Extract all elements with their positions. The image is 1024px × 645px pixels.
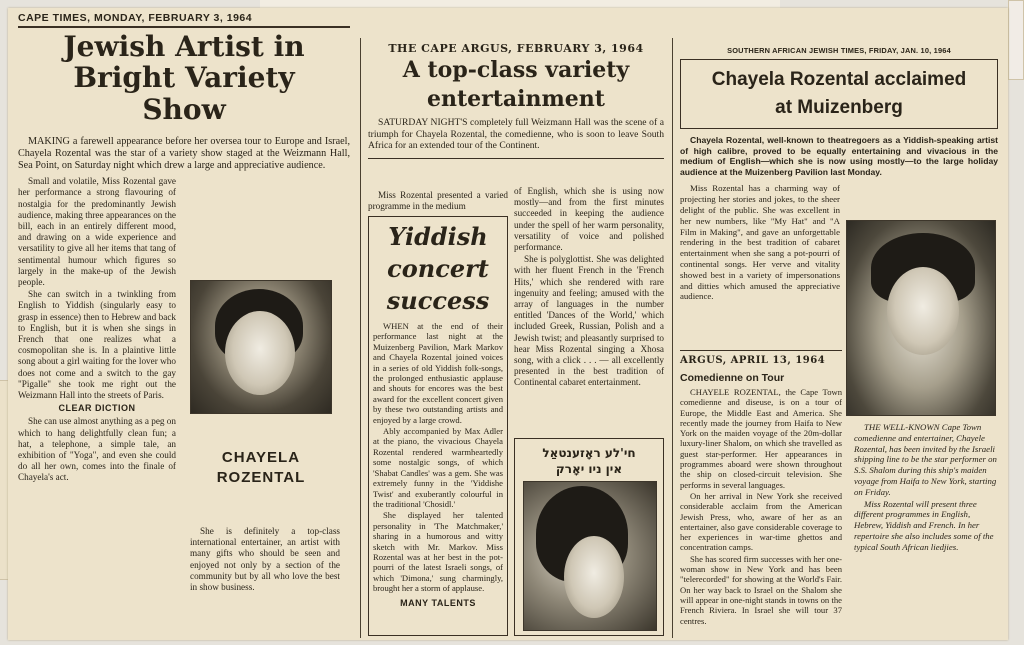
argus-top-rule xyxy=(680,350,842,351)
hebrew-photo-box xyxy=(514,438,664,636)
face xyxy=(887,267,959,355)
box-body: WHEN at the end of their performance last night at the Muizenberg Pavilion, Mark Markov and Chayela Rozental joined voices in a series of old Yiddish folk-songs, the prolonged enthusiastic applause and shouts for encores was the best award for the excellent concert given by these two outstanding artists and enjoyed by a large crowd. Ably accompanied by Max Adler at the piano, the vivacious Chayela Rozental rendered warmheartedly some nostalgic songs, of which 'Shabat Candles' was a gem. She was extremely funny in the 'Yiddishe Twist' and exuberantly colourful in the traditional 'Chosidl.' She displayed her talented personality in 'The Matchmaker,' sharing in a humorous and witty sketch with Mr. Markov. Miss Rozental was at her best in the pot-pourri of the latest Israeli songs, of which 'Dimona,' sung charmingly, brought her a storm of applause. MANY TALENTS xyxy=(373,321,503,608)
hebrew-caption: חי'לע ראָזענטאַל אין ניו יאָרק xyxy=(542,446,636,476)
closing-paragraph: She is definitely a top-class international entertainer, an artist with many gifts who should be seen and enjoyed not only by a section of the community but by all who love the best in show business. xyxy=(190,526,340,593)
headline-box xyxy=(680,59,998,129)
headline: Chayela Rozental acclaimed at Muizenberg xyxy=(711,69,967,118)
lead-paragraph: SATURDAY NIGHT'S completely full Weizmann Hall was the scene of a triumph for Chayela Rozental, the comedienne, who is soon to leave South Africa for an extended tour of the Continent. xyxy=(368,117,664,152)
yiddish-concert-box xyxy=(368,216,508,636)
cape-argus-article xyxy=(364,8,668,640)
box-headline: Yiddish concert success xyxy=(386,222,490,315)
right-narrow-column: of English, which she is using now mostly—and from the first minutes succeeded in keeping the audience under the spell of her warm personality, versatility of voice and polished performance. She is polyglottist. She was delighted with her fluent French in the 'French Hits,' which she rendered with rare ingenuity and feeling; amused with the array of languages in the number entitled 'Dances of the World,' which included Greek, Russian, Polish and a Jewish twist; and pleasantly surprised to hear Miss Rozental singing a Xhosa song, with a click . . . — all excellently presented in the best tradition of Continental cabaret entertainment. xyxy=(514,186,664,388)
masthead: CAPE TIMES, MONDAY, FEBRUARY 3, 1964 xyxy=(18,12,253,24)
column-rule-2 xyxy=(672,38,673,638)
portrait-photo xyxy=(523,481,657,631)
masthead-rule xyxy=(18,26,350,28)
portrait-photo xyxy=(190,280,332,414)
photo-caption: THE WELL-KNOWN Cape Town comedienne and entertainer, Chayele Rozental, has been invited by the Israeli shipping line to be the star performer on S.S. Shalom during this ship's maiden voyage from Haifa to New York, starting on Friday. Miss Rozental will present three different programmes in English, Hebrew, Yiddish and French. In her repertoire she also includes some of the typical South African liedjies. xyxy=(854,422,997,552)
face xyxy=(564,536,624,618)
argus-article xyxy=(680,348,842,627)
column-rule-1 xyxy=(360,38,361,638)
background-scrap-right xyxy=(1008,0,1024,80)
sa-jewish-times-article xyxy=(676,8,1002,640)
subhead-clear-diction: CLEAR DICTION xyxy=(58,403,136,414)
clipping-sheet xyxy=(8,8,1008,640)
argus-headline: Comedienne on Tour xyxy=(680,372,785,384)
body-left-narrow: Small and volatile, Miss Rozental gave her performance a strong flavouring of nostalgia for the predominantly Jewish audience, making three appearances on the bill, each in an entirely different mood, and drawing on a wide experience and versatility to give all her items that tang of sentimental humour which figures so largely in the make-up of the Jewish people. She can switch in a twinkling from English to Yiddish (singularly easy to grasp in essence) then to Hebrew and back to English, but it is when she sings in French that one realizes what a cosmopolitan she is. In a plaintive little song about a girl waiting for the lover who does not come and a switch to the gay "Pigalle" she took me right out the Weizmann Hall into the streets of Paris. CLEAR DICTION She can use almost anything as a peg on which to hang delightfully clean fun; a hat, a telephone, a simple tale, an exhibition of "Yoga", and even she could do all her own, comes into the finale of Chayela's act. xyxy=(18,176,176,483)
headline: A top-class variety entertainment xyxy=(402,57,630,113)
masthead: THE CAPE ARGUS, FEBRUARY 3, 1964 xyxy=(388,42,644,55)
cape-times-article xyxy=(14,8,354,640)
face xyxy=(225,311,295,395)
argus-body: CHAYELE ROZENTAL, the Cape Town comedienne and diseuse, is on a tour of Europe, the Middle East and America. She recently made the journey from Haifa to New York on the maiden voyage of the 20m-dollar luxury-liner Shalom, on which she travelled as guest star-performer. Her appearances in programmes aboard were shown throughout the ship on closed-circuit television. She performs in several languages. On her arrival in New York she received considerable acclaim from the American Jewish Press, who, aware of her as an entertainer, also gave considerable coverage to her experiences in war-time ghettos and concentration camps. She has scored firm successes with her one-woman show in New York and has been "telerecorded" for showing at the World's Fair. On her way back to Israel on the Shalom she will appear in one-night stands in towns on the French Riviera. In Israel she will tour 37 centres. xyxy=(680,387,842,626)
programme-intro: Miss Rozental presented a varied programme in the medium xyxy=(368,190,508,212)
headline: Jewish Artist in Bright Variety Show xyxy=(63,30,305,126)
portrait-photo xyxy=(846,220,996,416)
photo-caption: CHAYELA ROZENTAL xyxy=(216,449,306,486)
lead-paragraph: MAKING a farewell appearance before her oversea tour to Europe and Israel, Chayela Rozental was the star of a variety show staged at the Weizmann Hall, Sea Point, on Saturday night which drew a large and appreciative audience. xyxy=(18,136,350,172)
section-rule xyxy=(368,158,664,159)
lead-paragraph: Chayela Rozental, well-known to theatregoers as a Yiddish-speaking artist of high calibre, proved to be equally entertaining and vivacious in the medium of English—which she is now using mostly—to the large holiday audience at the Muizenberg Pavilion last Monday. xyxy=(680,135,998,177)
background-strip-top xyxy=(260,0,780,8)
masthead: SOUTHERN AFRICAN JEWISH TIMES, FRIDAY, JAN. 10, 1964 xyxy=(727,46,951,55)
body-narrow: Miss Rozental has a charming way of projecting her stories and jokes, to the sheer delight of the public. She was excellent in her new numbers, like "My Hat" and "A Film in Making", and gave an unforgettable rendering in the best tradition of cabaret entertainment when she sang a pot-pourri of continental songs. Her verve and vitality showed best in a variety of impersonations and ditties which amused the appreciative audience. xyxy=(680,183,840,302)
argus-masthead: ARGUS, APRIL 13, 1964 xyxy=(680,355,826,366)
subhead-many-talents: MANY TALENTS xyxy=(400,597,476,608)
